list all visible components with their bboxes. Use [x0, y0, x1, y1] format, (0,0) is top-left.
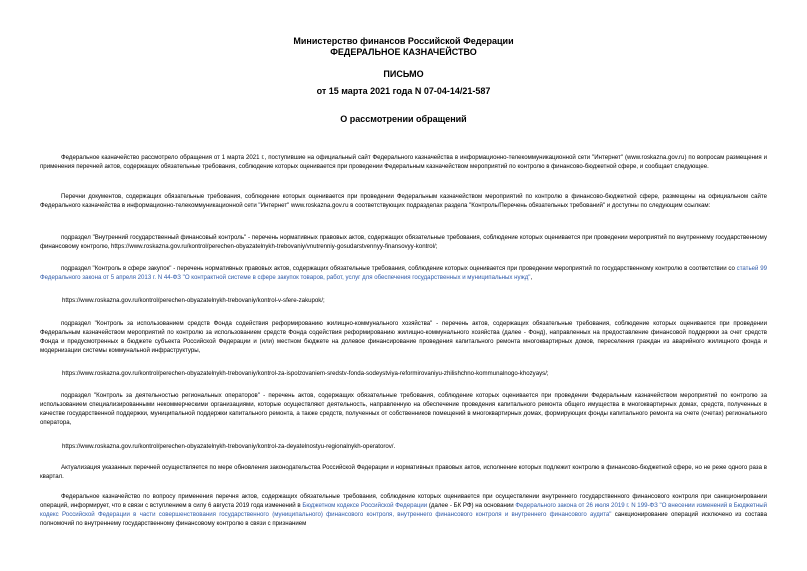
paragraph-4-text: подраздел "Контроль в сфере закупок" - перечень нормативных правовых актов, содержащих обязательные требования, соблюдение которых оценивается при проведении мероприятий по государственному контролю в соответствии со — [61, 265, 737, 272]
paragraph-8-text-a: Федеральное казначейство по вопросу применения перечня актов, содержащих обязательные требования, соблюдение которых оценивается при осуществлении внутреннего государственного финансового контроля при санкционировании операций, информирует, что в связи с вступлением в силу 6 августа 2019 года изменений в — [40, 493, 767, 509]
agency-name: ФЕДЕРАЛЬНОЕ КАЗНАЧЕЙСТВО — [330, 47, 477, 57]
paragraph-6: подраздел "Контроль за деятельностью региональных операторов" - перечень актов, содержащих обязательные требования, соблюдение которых оценивается при проведении Федеральным казначейством мероприятий по контролю за использованием специализированными некоммерческими организациями, которые осуществляют деятельность, направленную на обеспечение проведения капитального ремонта общего имущества в многоквартирных домах, средств, полученных в качестве государственной поддержки, муниципальной поддержки капитального ремонта, а также средств, полученных от собственников помещений в многоквартирных домах, формирующих фонды капитального ремонта на счете (счетах) регионального оператора, — [40, 392, 767, 426]
paragraph-1: Федеральное казначейство рассмотрело обращения от 1 марта 2021 г., поступившие на официальный сайт Федерального казначейства в информационно-телекоммуникационной сети "Интернет" (www.roskazna.gov.ru) по вопросам размещения и применения перечней актов, содержащих обязательные требования, соблюдение которых оценивается при проведении Федеральным казначейством мероприятий по контролю в финансово-бюджетной сфере, и сообщает следующее. — [40, 154, 767, 170]
paragraph-8 — [40, 493, 767, 529]
paragraph-2: Перечни документов, содержащих обязательные требования, соблюдение которых оценивается при проведении Федеральным казначейством мероприятий по контролю в финансово-бюджетной сфере, размещены на официальном сайте Федерального казначейства в информационно-телекоммуникационной сети "Интернет" www.roskazna.gov.ru в соответствующих подразделах раздела "Контроль/Перечень обязательных требований" и доступны по следующим ссылкам: — [40, 193, 767, 209]
paragraph-3: подраздел "Внутренний государственный финансовый контроль" - перечень нормативных правовых актов, содержащих обязательные требования, соблюдение которых оценивается при проведении мероприятий по внутреннему государственному финансовому контролю, https://www.roskazna.gov.ru/kontrol/perechen-obyazatelnykh-trebovaniy/vnutrenniy-gosudarstvennyy-finansovyy-kontrol/; — [40, 234, 767, 250]
document-date-number: от 15 марта 2021 года N 07-04-14/21-587 — [316, 86, 491, 96]
budget-code-link[interactable]: Бюджетном кодексе Российской Федерации — [302, 501, 428, 509]
ministry-name: Министерство финансов Российской Федерации — [293, 36, 514, 46]
law-199fz-link[interactable]: Федерального закона от 26 июля 2019 г. N 199-ФЗ "О внесении изменений в Бюджетный кодекс Российской Федерации в части совершенствования государственного (муниципального) финансового контроля, внутреннего финансового контроля и внутреннего финансового аудита" — [40, 501, 767, 518]
paragraph-4-end: , — [530, 273, 533, 281]
paragraph-5: подраздел "Контроль за использованием средств Фонда содействия реформированию жилищно-коммунального хозяйства" - перечень актов, содержащих обязательные требования, соблюдение которых оценивается при проведении Федеральным казначейством мероприятий по контролю за использованием средств Фонда содействия реформированию жилищно-коммунального хозяйства (далее - Фонд), направленных на предоставление финансовой поддержки за счет средств Фонда и предусмотренных в бюджете субъекта Российской Федерации и (или) местном бюджете на долевое финансирование проведения капитального ремонта многоквартирных домов, переселения граждан из аварийного жилищного фонда и модернизации системы коммунальной инфраструктуры, — [40, 320, 767, 354]
url-regionalnye-operatory: https://www.roskazna.gov.ru/kontrol/perechen-obyazatelnykh-trebovaniy/kontrol-za-deyatelnostyu-regionalnykh-operatorov/. — [62, 443, 396, 450]
paragraph-8-text-c: санкционирование операций исключено из состава полномочий по внутреннему государственному финансовому контролю в связи с признанием — [40, 510, 767, 527]
document-subject: О рассмотрении обращений — [340, 114, 467, 124]
document-type: ПИСЬМО — [383, 69, 424, 79]
law-44fz-link[interactable]: статьей 99 Федерального закона от 5 апреля 2013 г. N 44-ФЗ "О контрактной системе в сфере закупок товаров, работ, услуг для обеспечения государственных и муниципальных нужд" — [40, 265, 767, 281]
paragraph-4 — [40, 265, 767, 283]
paragraph-7: Актуализация указанных перечней осуществляется по мере обновления законодательства Российской Федерации и нормативных правовых актов, исполнение которых подлежит контролю в финансово-бюджетной сфере, но не реже одного раза в квартал. — [40, 464, 767, 480]
paragraph-8-text-b: (далее - БК РФ) на основании — [427, 501, 516, 509]
url-kontrol-v-sfere-zakupok: https://www.roskazna.gov.ru/kontrol/perechen-obyazatelnykh-trebovaniy/kontrol-v-sfere-zakupok/; — [62, 297, 325, 304]
url-fond-zhkkh: https://www.roskazna.gov.ru/kontrol/perechen-obyazatelnykh-trebovaniy/kontrol-za-ispolzovaniem-sredstv-fonda-sodeystviya-reformirovaniyu-zhilishchno-kommunalnogo-khozyays/; — [62, 370, 549, 377]
